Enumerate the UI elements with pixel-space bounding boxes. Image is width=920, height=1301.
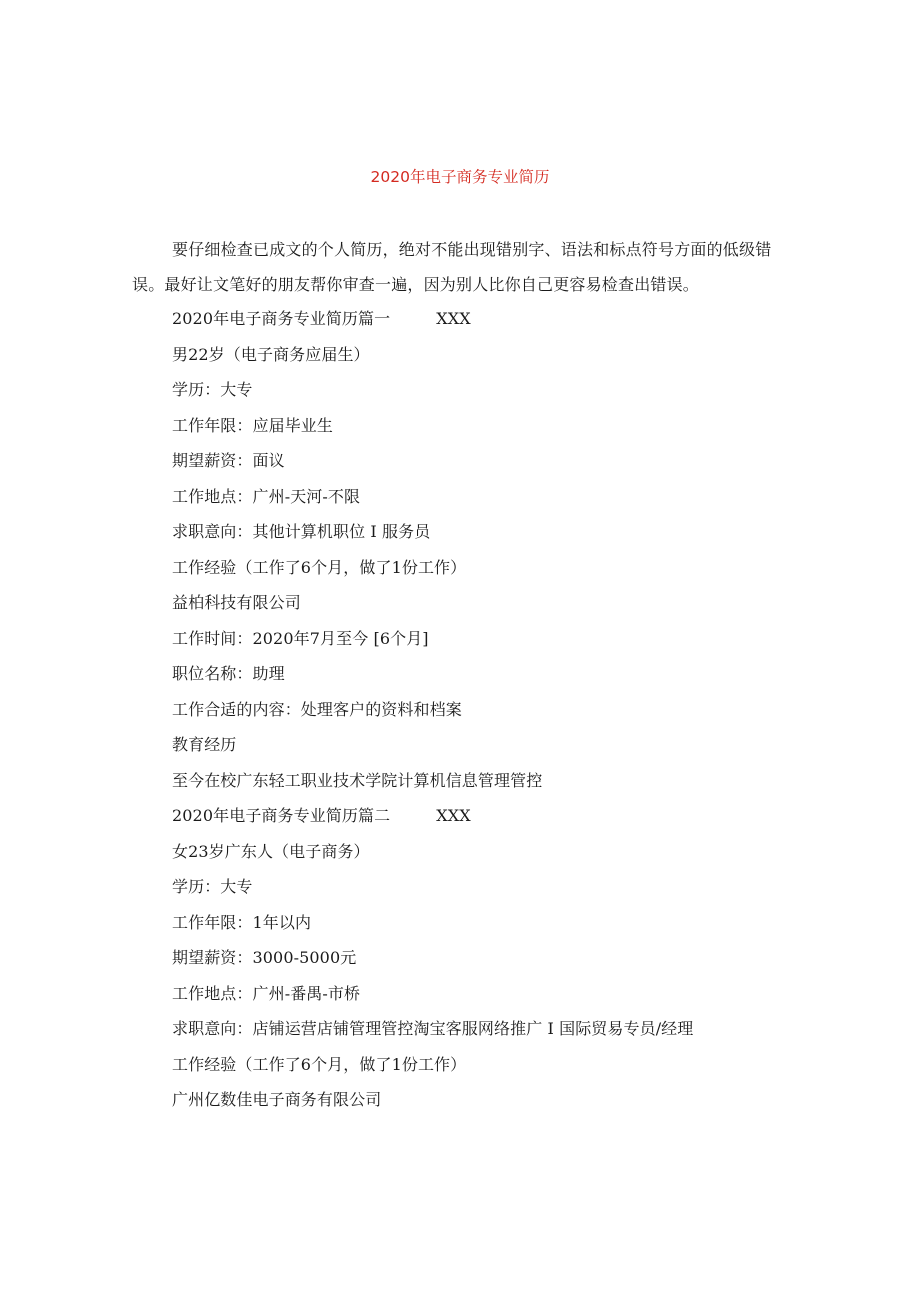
resume1-salary: 期望薪资：面议: [172, 451, 285, 470]
resume2-intention: 求职意向：店铺运营店铺管理管控淘宝客服网络推广 I 国际贸易专员/经理: [172, 1019, 694, 1038]
resume2-heading: 2020年电子商务专业简历篇二: [172, 806, 391, 825]
resume2-salary: 期望薪资：3000-5000元: [172, 948, 357, 967]
resume1-education: 学历：大专: [172, 380, 253, 399]
resume1-school: 至今在校广东轻工职业技术学院计算机信息管理管控: [172, 770, 543, 790]
resume1-location: 工作地点：广州-天河-不限: [172, 486, 361, 506]
resume1-company: 益柏科技有限公司: [172, 593, 301, 612]
resume2-company: 广州亿数佳电子商务有限公司: [172, 1090, 382, 1109]
resume1-period: 工作时间：2020年7月至今 [6个月]: [172, 628, 429, 648]
resume1-position: 职位名称：助理: [172, 664, 285, 683]
resume2-basic: 女23岁广东人（电子商务）: [172, 841, 370, 861]
resume1-experience: 工作经验（工作了6个月，做了1份工作）: [172, 557, 467, 577]
resume2-location: 工作地点：广州-番禺-市桥: [172, 983, 361, 1003]
intro-paragraph: 要仔细检查已成文的个人简历，绝对不能出现错别字、语法和标点符号方面的低级错误。最好让文笔好的朋友帮你审查一遍，因为别人比你自己更容易检查出错误。: [132, 240, 772, 294]
resume1-edu-heading: 教育经历: [172, 735, 237, 754]
document-title: 2020年电子商务专业简历: [370, 168, 550, 186]
resume1-heading-line: [172, 301, 812, 337]
resume2-education: 学历：大专: [172, 877, 253, 896]
resume1-basic: 男22岁（电子商务应届生）: [172, 344, 370, 364]
resume1-years: 工作年限：应届毕业生: [172, 415, 334, 435]
resume-lines: [172, 301, 812, 1118]
resume2-name: XXX: [436, 806, 471, 825]
resume2-years: 工作年限：1年以内: [172, 912, 312, 932]
resume2-experience: 工作经验（工作了6个月，做了1份工作）: [172, 1054, 467, 1074]
resume1-name: XXX: [436, 309, 471, 328]
resume1-intention: 求职意向：其他计算机职位 I 服务员: [172, 522, 431, 541]
resume1-duties: 工作合适的内容：处理客户的资料和档案: [172, 699, 462, 719]
resume2-heading-line: [172, 798, 812, 834]
resume1-heading: 2020年电子商务专业简历篇一: [172, 309, 391, 328]
